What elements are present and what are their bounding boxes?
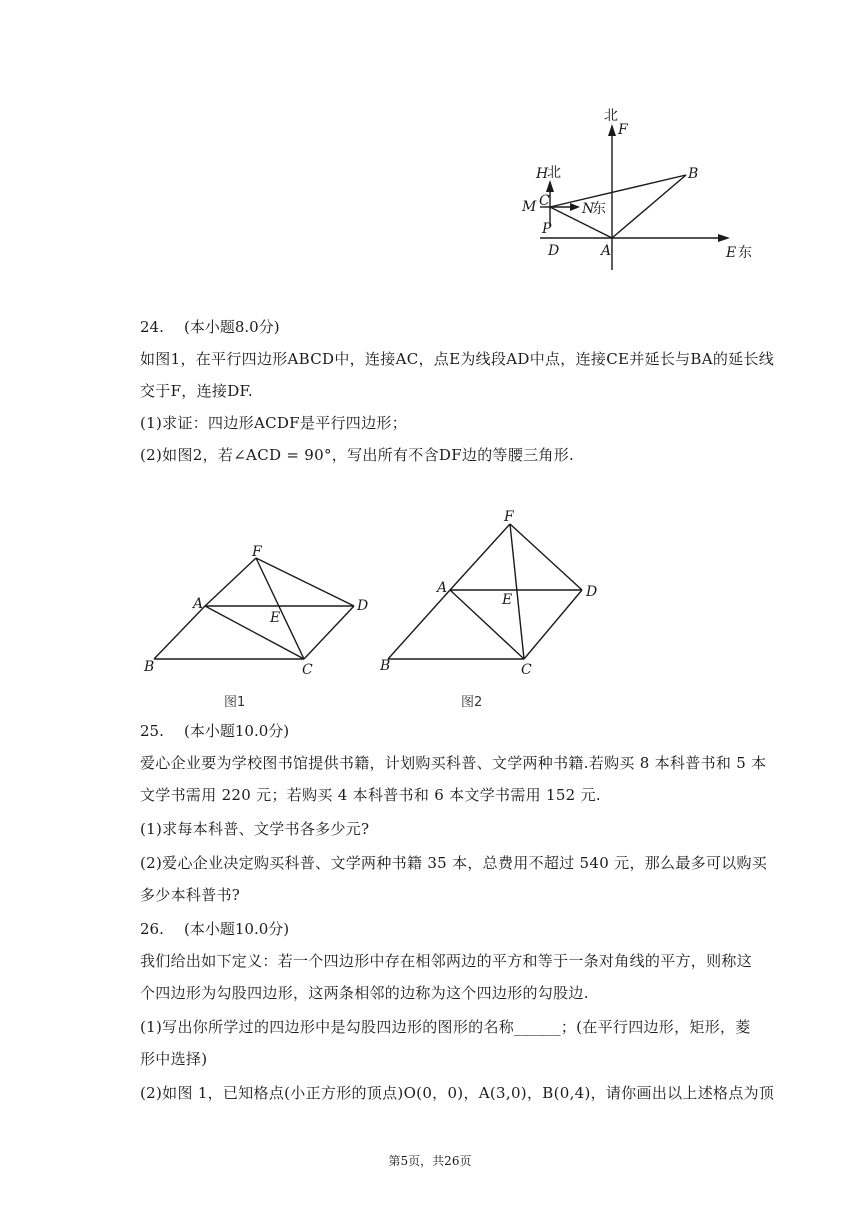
fig2-label-B: B (380, 658, 391, 674)
q25-text-2: 文学书需用 220 元；若购买 4 本科普书和 6 本文学书需用 152 元. (140, 786, 601, 804)
q26-text-1: 我们给出如下定义：若一个四边形中存在相邻两边的平方和等于一条对角线的平方，则称这 (140, 952, 753, 970)
q26-text-2: 个四边形为勾股四边形，这两条相邻的边称为这个四边形的勾股边. (140, 984, 589, 1002)
figure-23-compass-diagram (500, 100, 770, 270)
label-B: B (688, 166, 699, 182)
q24-figure-2-caption: 图2 (461, 695, 483, 710)
fig1-label-A: A (193, 596, 204, 612)
label-E: E (726, 245, 737, 261)
fig2-label-E: E (502, 592, 513, 608)
fig2-label-A: A (437, 580, 448, 596)
q25-part-2b: 多少本科普书? (140, 886, 241, 904)
label-A: A (601, 243, 612, 259)
q24-text-2: 交于F，连接DF. (140, 382, 253, 400)
fig1-label-C: C (302, 662, 313, 678)
label-north-top: 北 (604, 108, 618, 124)
q26-header (140, 918, 289, 939)
label-D: D (548, 243, 560, 259)
q24-part-2: (2)如图2，若∠ACD = 90°，写出所有不含DF边的等腰三角形. (140, 446, 575, 464)
q24-part-1: (1)求证：四边形ACDF是平行四边形； (140, 414, 407, 432)
q24-text-1: 如图1，在平行四边形ABCD中，连接AC，点E为线段AD中点，连接CE并延长与BA的延长线 (140, 350, 775, 368)
label-M: M (522, 199, 537, 215)
q25-points: (本小题10.0分) (184, 722, 290, 740)
q24-number: 24. (140, 318, 164, 336)
q25-part-1: (1)求每本科普、文学书各多少元? (140, 820, 370, 838)
label-north-h: 北 (547, 165, 561, 181)
label-F: F (618, 122, 628, 138)
q24-header (140, 316, 280, 337)
fig2-label-C: C (521, 662, 532, 678)
q24-figure-1 (140, 540, 380, 680)
fig1-label-E: E (270, 610, 281, 626)
label-C: C (539, 193, 550, 209)
label-P: P (542, 221, 552, 237)
q24-points: (本小题8.0分) (184, 318, 280, 336)
q25-text-1: 爱心企业要为学校图书馆提供书籍，计划购买科普、文学两种书籍.若购买 8 本科普书和 5 本 (140, 754, 767, 772)
label-east-n: 东 (592, 201, 606, 217)
q25-number: 25. (140, 722, 164, 740)
q24-figure-2 (378, 508, 608, 680)
label-H: H (536, 166, 549, 182)
fig1-label-F: F (252, 544, 262, 560)
fig1-label-B: B (144, 659, 155, 675)
fig2-label-D: D (586, 584, 598, 600)
q24-figure-1-caption: 图1 (224, 695, 246, 710)
label-N: N (582, 201, 595, 217)
label-east-e: 东 (738, 245, 752, 261)
page-footer: 第5页，共26页 (388, 1154, 472, 1168)
q25-header (140, 720, 289, 741)
q25-part-2a: (2)爱心企业决定购买科普、文学两种书籍 35 本，总费用不超过 540 元，那么最多可以购买 (140, 854, 768, 872)
q26-part-1b: 形中选择) (140, 1050, 208, 1068)
q26-number: 26. (140, 920, 164, 938)
q26-part-1a: (1)写出你所学过的四边形中是勾股四边形的图形的名称______；(在平行四边形，矩形，菱 (140, 1018, 751, 1036)
fig1-label-D: D (357, 598, 369, 614)
q26-part-2: (2)如图 1，已知格点(小正方形的顶点)O(0，0)，A(3,0)，B(0,4)，请你画出以上述格点为顶 (140, 1084, 775, 1102)
q26-points: (本小题10.0分) (184, 920, 290, 938)
fig2-label-F: F (504, 509, 514, 525)
